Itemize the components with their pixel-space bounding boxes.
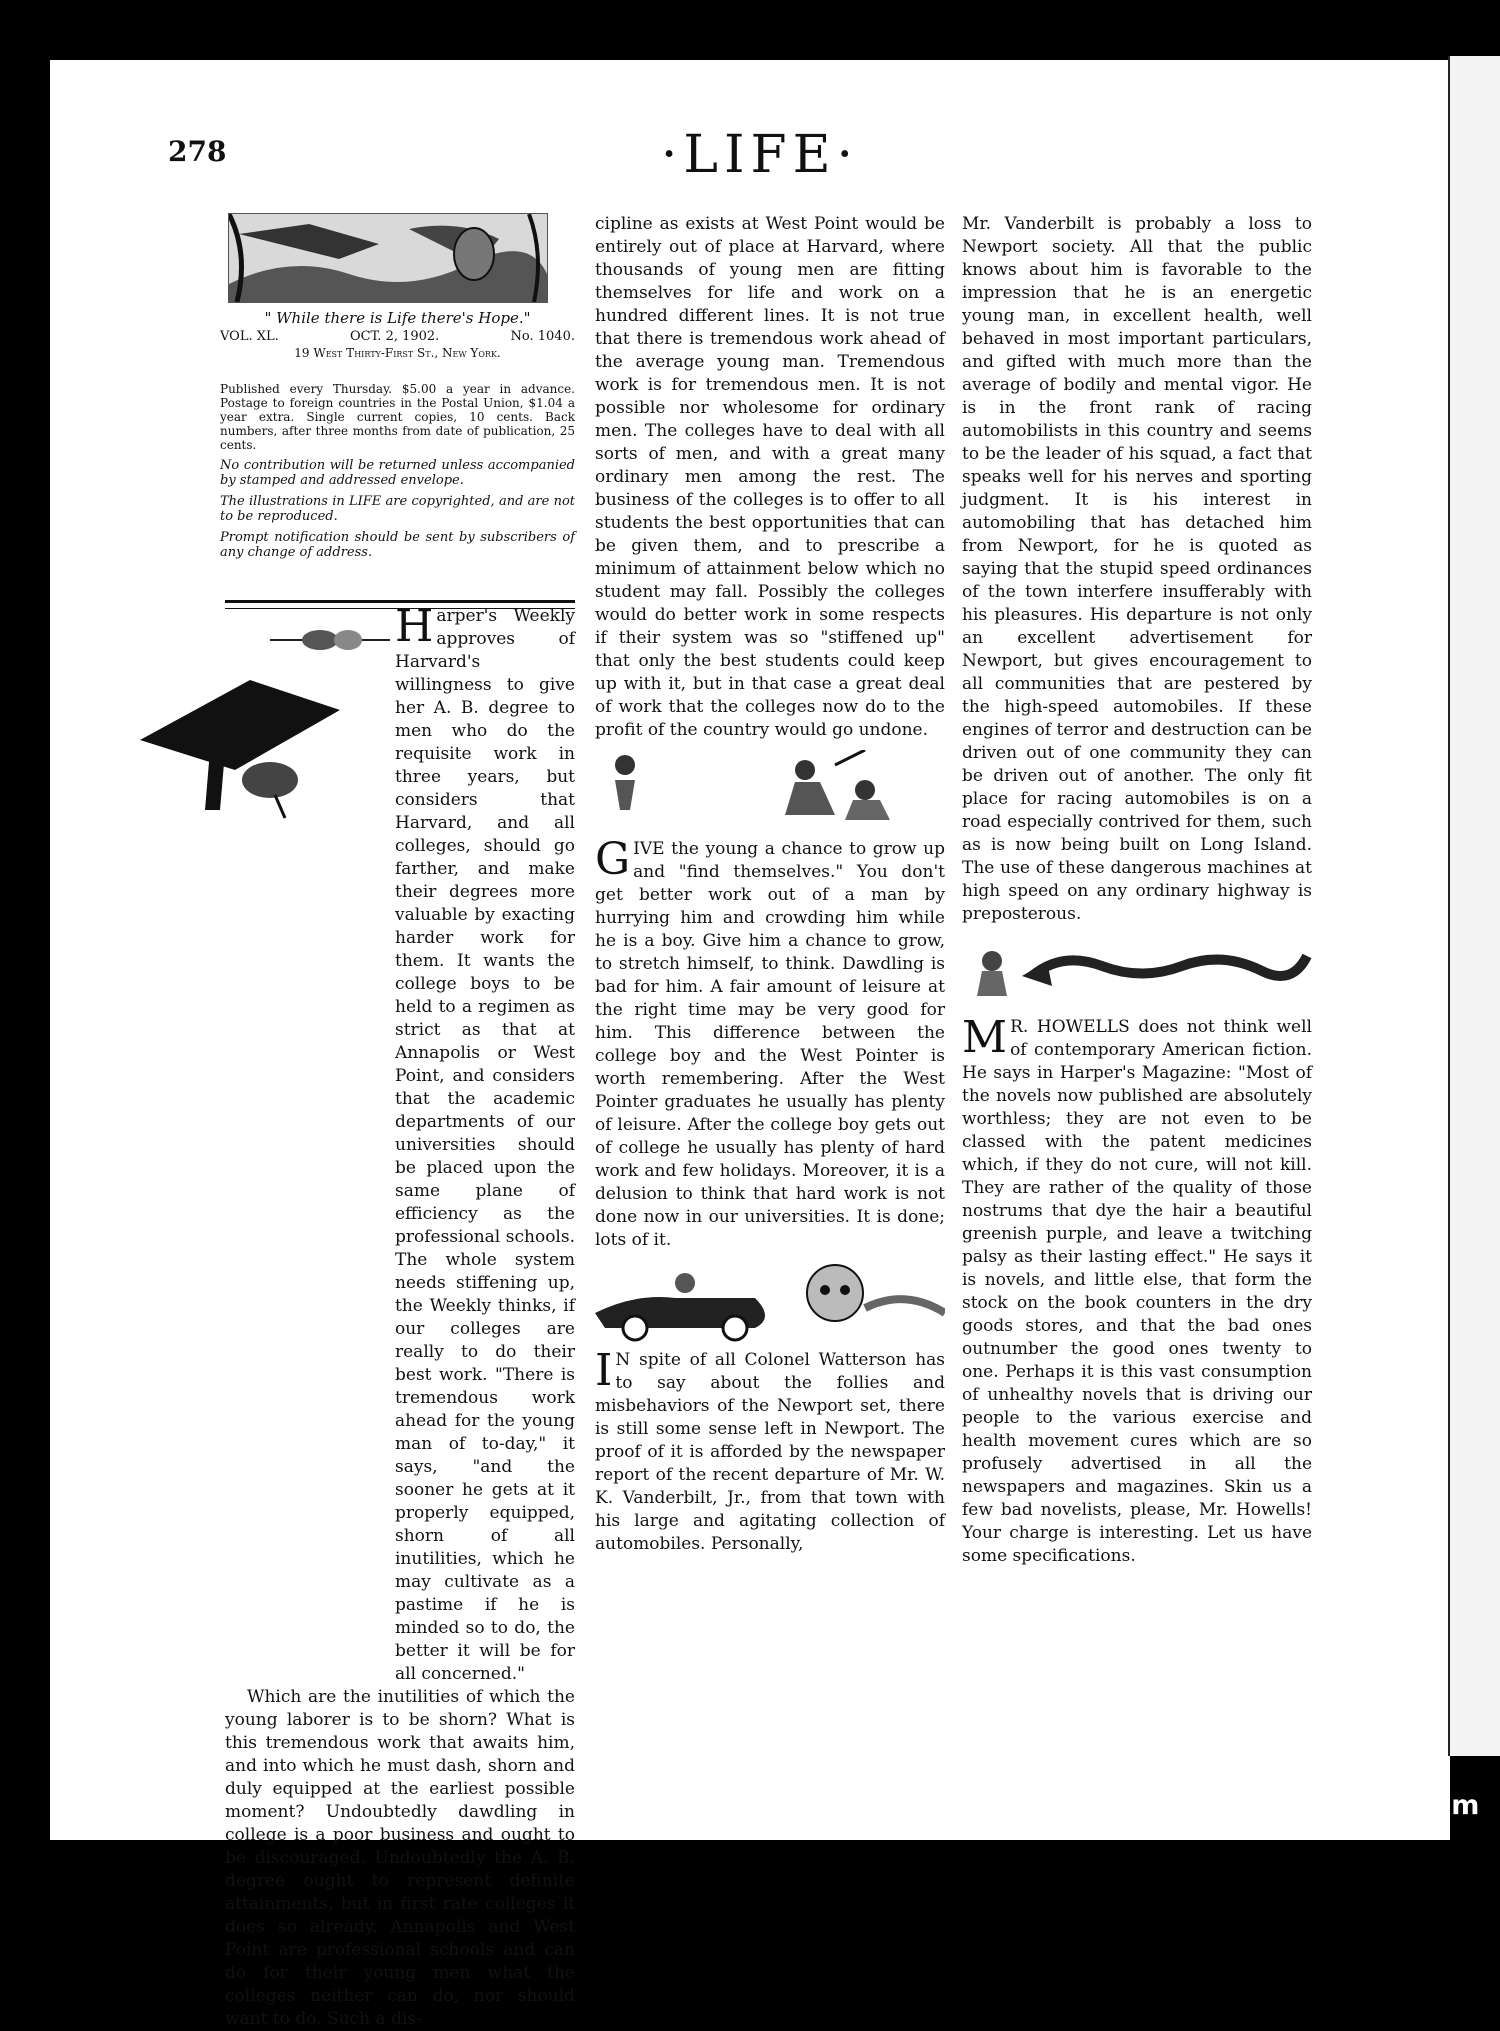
masthead bbox=[220, 213, 575, 560]
publisher-address: 19 West Thirty-First St., New York. bbox=[294, 346, 501, 360]
volume: VOL. XL. bbox=[220, 329, 279, 344]
masthead-illustration bbox=[228, 213, 548, 303]
article-1-opening: Harper's Weekly approves of Harvard's willingness to give her A. B. degree to men who do the requisite work in three years, but considers that Harvard, and all colleges, should go farther, and make their degrees more valuable by exacting harder work for them. It wants the college boys to be held to a regimen as strict as that at Annapolis or West Point, and considers that the academic departments of our universities should be placed upon the same plane of efficiency as the professional schools. The whole system needs stiffening up, the Weekly thinks, if our colleges are really to do their best work. "There is tremendous work ahead for the young man of to-day," it says, "and the sooner he gets at it properly equipped, shorn of all inutilities, which he may cultivate as a pastime if he is minded so to do, the better it will be for all concerned." bbox=[395, 601, 575, 1684]
dropcap-m: M bbox=[962, 1012, 1008, 1063]
volume-line bbox=[220, 329, 575, 344]
dropcap-h: H bbox=[395, 601, 434, 652]
article-1-paragraph-2: Which are the inutilities of which the young laborer is to be shorn? What is this tremendous work that awaits him, and into which he must dash, shorn and duly equipped at the earliest possible moment? Undoubtedly dawdling in college is a poor business and ought to be discouraged. Undoubtedly the A. B. degree ought to represent definite attainments, but in first rate colleges it does so already. Annapolis and West Point are professional schools and can do for their young men what the colleges neither can do, nor should want to do. Such a dis- bbox=[225, 1687, 575, 2029]
page-number: 278 bbox=[168, 135, 227, 168]
publication-info: Published every Thursday. $5.00 a year in advance. Postage to foreign countries in the Postal Union, $1.04 a year extra. Single current copies, 10 cents. Back numbers, after three months from date of publication, 25 cents. bbox=[220, 382, 575, 452]
dragon-illustration bbox=[962, 936, 1312, 1006]
article-1-continuation: cipline as exists at West Point would be entirely out of place at Harvard, where thousands of young men are fitting themselves for life and work on a hundred different lines. It is not true that there is tremendous work ahead of the average young man. Tremendous work is for tremendous men. It is not possible nor wholesome for ordinary men. The colleges have to deal with all sorts of men, and with a great many ordinary men among the rest. The business of the colleges is to offer to all students the best opportunities that can be given them, and to prescribe a minimum of attainment below which no student may fall. Possibly the colleges would do better work in some respects if their system was so "stiffened up" that only the best students could keep up with it, but in that case a great deal of work that the colleges now do to the profit of the country would go undone. bbox=[595, 214, 945, 740]
baseball-players-illustration bbox=[595, 750, 945, 830]
article-3-opening: I N spite of all Colonel Watterson has to say about the follies and misbehaviors of the Newport set, there is still some sense left in Newport. The proof of it is afforded by the newspaper report of the recent departure of Mr. W. K. Vanderbilt, Jr., from that town with his large and agitating collection of automobiles. Personally, bbox=[595, 1345, 945, 1554]
column-3 bbox=[962, 213, 1312, 1568]
copyright-notice: The illustrations in LIFE are copyrighted, and are not to be reproduced. bbox=[220, 494, 575, 524]
article-4: M R. HOWELLS does not think well of contemporary American fiction. He says in Harper's Magazine: "Most of the novels now published are absolutely worthless; they are not even to be classed with the patent medicines which, if they do not cure, will not kill. They are rather of the quality of those nostrums that dye the hair a beautiful greenish purple, and leave a twitching palsy as their lasting effect." He says it is novels, and little else, that form the stock on the book counters in the dry goods stores, and that the bad ones outnumber the good ones twenty to one. Perhaps it is this vast consumption of unhealthy novels that is driving our people to the various exercise and health movement cures which are so profusely advertised in all the newspapers and magazines. Skin us a few bad novelists, please, Mr. Howells! Your charge is interesting. Let us have some specifications. bbox=[962, 1012, 1312, 1566]
article-2: GIVE the young a chance to grow up and "find themselves." You don't get better work out of a man by hurrying him and crowding him while he is a boy. Give him a chance to grow, to stretch himself, to think. Dawdling is bad for him. A fair amount of leisure at the right time may be very good for him. This difference between the college boy and the West Pointer is worth remembering. After the West Pointer graduates he usually has plenty of leisure. After the college boy gets out of college he usually has plenty of hard work and few holidays. Moreover, it is a delusion to think that hard work is not done now in our universities. It is done; lots of it. bbox=[595, 834, 945, 1250]
contribution-notice: No contribution will be returned unless accompanied by stamped and addressed envelope. bbox=[220, 458, 575, 488]
issue-number: No. 1040. bbox=[510, 329, 575, 344]
magazine-title: ·LIFE· bbox=[660, 125, 860, 185]
column-2 bbox=[595, 213, 945, 1556]
address-notice: Prompt notification should be sent by subscribers of any change of address. bbox=[220, 530, 575, 560]
dropcap-i: I bbox=[595, 1345, 613, 1396]
dropcap-g: G bbox=[595, 834, 631, 885]
site-watermark: comicbooks.com bbox=[1228, 1790, 1480, 1821]
issue-date: OCT. 2, 1902. bbox=[349, 329, 440, 344]
next-page-edge bbox=[1448, 56, 1500, 1756]
automobile-skull-illustration bbox=[595, 1258, 945, 1343]
column-1 bbox=[225, 601, 575, 2031]
article-3-continuation: Mr. Vanderbilt is probably a loss to Newport society. All that the public knows about him is favorable to the impression that he is an energetic young man, in excellent health, well behaved in most important particulars, and gifted with much more than the average of bodily and mental vigor. He is in the front rank of racing automobilists in this country and seems to be the leader of his squad, a fact that speaks well for his nerves and sporting judgment. It is his interest in automobiling that has detached him from Newport, for he is quoted as saying that the stupid speed ordinances of the town interfere insufferably with his pleasures. His departure is not only an excellent advertisement for Newport, but gives encouragement to all communities that are pestered by the high-speed automobiles. If these engines of terror and destruction can be driven out of one community they can be driven out of another. The only fit place for racing automobiles is on a road especially contrived for them, such as is now being built on Long Island. The use of these dangerous machines at high speed on any ordinary highway is preposterous. bbox=[962, 214, 1312, 924]
masthead-motto: " While there is Life there's Hope." bbox=[264, 309, 531, 327]
